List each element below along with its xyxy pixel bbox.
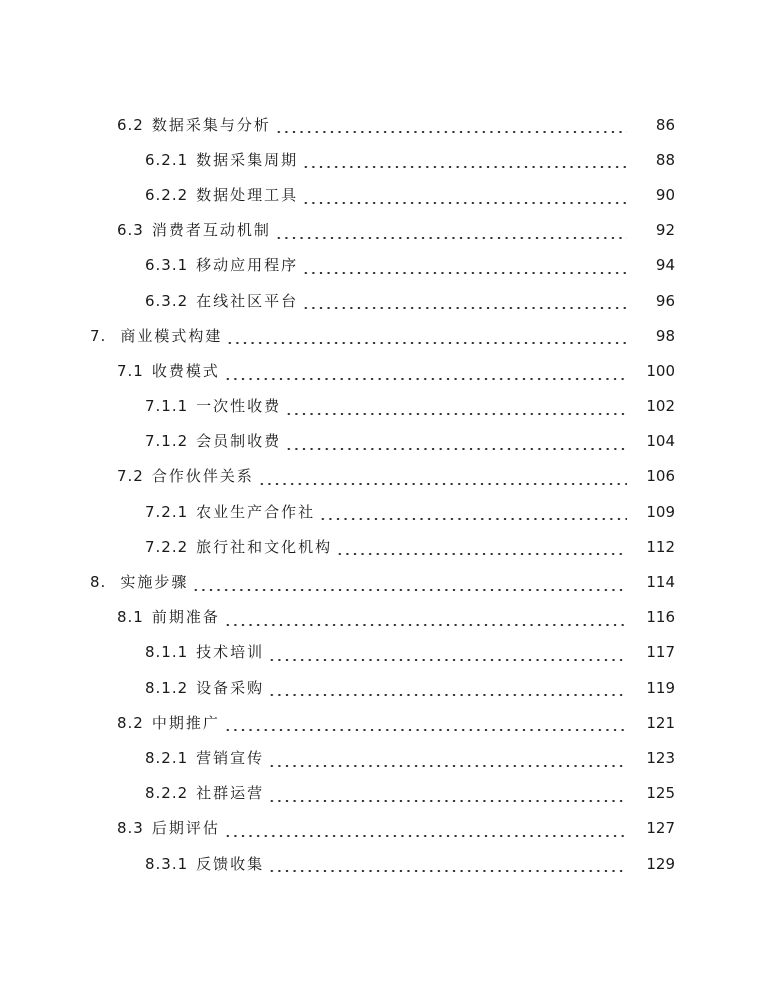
toc-entry-page-number: 116 (646, 608, 675, 627)
toc-entry-8-1-1[interactable] (0, 635, 765, 670)
toc-entry-7-2-2[interactable] (0, 529, 765, 564)
toc-entry-page-number: 96 (655, 291, 675, 310)
toc-entry-page-number: 92 (655, 221, 675, 240)
toc-entry-title: 技术培训 (196, 643, 265, 662)
toc-entry-8-3[interactable] (0, 811, 765, 846)
toc-entry-title: 消费者互动机制 (151, 221, 271, 240)
toc-entry-6-2[interactable] (0, 107, 765, 142)
toc-dot-leader (268, 765, 627, 767)
toc-dot-leader (268, 659, 627, 661)
toc-entry-title: 收费模式 (151, 361, 220, 380)
toc-entry-8-2-2[interactable] (0, 776, 765, 811)
toc-dot-leader (302, 307, 627, 309)
toc-entry-page-number: 104 (646, 432, 675, 451)
toc-dot-leader (275, 131, 627, 133)
toc-dot-leader (224, 378, 627, 380)
toc-entry-title: 社群运营 (196, 784, 265, 803)
toc-dot-leader (302, 166, 627, 168)
toc-entry-page-number: 117 (646, 643, 675, 662)
toc-dot-leader (319, 518, 627, 520)
toc-entry-8-3-1[interactable] (0, 846, 765, 881)
toc-entry-page-number: 100 (646, 361, 675, 380)
toc-entry-title: 会员制收费 (196, 432, 282, 451)
toc-dot-leader (192, 589, 627, 591)
toc-entry-title: 在线社区平台 (196, 291, 299, 310)
toc-dot-leader (224, 624, 627, 626)
toc-entry-8-1[interactable] (0, 600, 765, 635)
toc-entry-number: 8.2.2 (145, 784, 189, 803)
toc-dot-leader (268, 694, 627, 696)
toc-entry-page-number: 98 (655, 326, 675, 345)
toc-entry-title: 实施步骤 (120, 573, 189, 592)
toc-entry-8[interactable] (0, 564, 765, 599)
toc-entry-number: 7. (90, 326, 107, 345)
toc-entry-number: 8.2 (117, 713, 144, 732)
toc-dot-leader (258, 483, 627, 485)
toc-entry-number: 8.3.1 (145, 854, 189, 873)
toc-entry-number: 7.2.2 (145, 537, 189, 556)
toc-entry-number: 6.3.1 (145, 256, 189, 275)
toc-dot-leader (224, 729, 627, 731)
toc-dot-leader (268, 800, 627, 802)
toc-entry-number: 6.3.2 (145, 291, 189, 310)
toc-entry-number: 6.3 (117, 221, 144, 240)
toc-entry-7-2-1[interactable] (0, 494, 765, 529)
toc-dot-leader (268, 870, 627, 872)
toc-entry-page-number: 125 (646, 784, 675, 803)
toc-entry-title: 后期评估 (151, 819, 220, 838)
toc-entry-7-1-2[interactable] (0, 424, 765, 459)
toc-dot-leader (336, 553, 627, 555)
toc-entry-page-number: 90 (655, 185, 675, 204)
toc-entry-title: 农业生产合作社 (196, 502, 316, 521)
toc-entry-6-2-1[interactable] (0, 142, 765, 177)
toc-entry-title: 反馈收集 (196, 854, 265, 873)
toc-entry-page-number: 114 (646, 573, 675, 592)
toc-entry-7[interactable] (0, 318, 765, 353)
toc-entry-7-2[interactable] (0, 459, 765, 494)
toc-entry-number: 8.1.1 (145, 643, 189, 662)
toc-entry-number: 8.1 (117, 608, 144, 627)
toc-entry-number: 7.1.2 (145, 432, 189, 451)
table-of-contents (0, 107, 765, 881)
toc-entry-title: 商业模式构建 (120, 326, 223, 345)
toc-entry-8-2[interactable] (0, 705, 765, 740)
toc-entry-page-number: 106 (646, 467, 675, 486)
toc-entry-6-3-2[interactable] (0, 283, 765, 318)
toc-entry-title: 前期准备 (151, 608, 220, 627)
toc-entry-title: 旅行社和文化机构 (196, 537, 333, 556)
toc-dot-leader (285, 448, 627, 450)
toc-entry-title: 设备采购 (196, 678, 265, 697)
toc-entry-number: 8.2.1 (145, 748, 189, 767)
toc-entry-number: 8.3 (117, 819, 144, 838)
toc-dot-leader (226, 342, 627, 344)
toc-entry-page-number: 129 (646, 854, 675, 873)
toc-entry-page-number: 109 (646, 502, 675, 521)
toc-entry-number: 6.2.1 (145, 150, 189, 169)
toc-entry-title: 一次性收费 (196, 397, 282, 416)
toc-dot-leader (224, 835, 627, 837)
toc-entry-7-1[interactable] (0, 353, 765, 388)
toc-entry-page-number: 112 (646, 537, 675, 556)
toc-entry-title: 合作伙伴关系 (151, 467, 254, 486)
toc-entry-number: 6.2.2 (145, 185, 189, 204)
toc-entry-number: 7.1.1 (145, 397, 189, 416)
toc-dot-leader (302, 202, 627, 204)
toc-entry-title: 数据采集周期 (196, 150, 299, 169)
toc-entry-page-number: 94 (655, 256, 675, 275)
toc-entry-title: 中期推广 (151, 713, 220, 732)
toc-entry-8-1-2[interactable] (0, 670, 765, 705)
toc-entry-number: 7.2 (117, 467, 144, 486)
toc-entry-page-number: 119 (646, 678, 675, 697)
toc-entry-title: 数据处理工具 (196, 185, 299, 204)
toc-entry-page-number: 123 (646, 748, 675, 767)
toc-dot-leader (275, 237, 627, 239)
toc-dot-leader (285, 413, 627, 415)
toc-entry-6-3-1[interactable] (0, 248, 765, 283)
toc-entry-6-2-2[interactable] (0, 177, 765, 212)
toc-entry-title: 移动应用程序 (196, 256, 299, 275)
toc-entry-number: 7.2.1 (145, 502, 189, 521)
toc-entry-title: 数据采集与分析 (151, 115, 271, 134)
toc-entry-page-number: 86 (655, 115, 675, 134)
toc-entry-number: 7.1 (117, 361, 144, 380)
toc-entry-8-2-1[interactable] (0, 740, 765, 775)
toc-entry-number: 6.2 (117, 115, 144, 134)
toc-entry-page-number: 127 (646, 819, 675, 838)
toc-entry-6-3[interactable] (0, 213, 765, 248)
toc-entry-page-number: 121 (646, 713, 675, 732)
toc-entry-page-number: 102 (646, 397, 675, 416)
toc-entry-page-number: 88 (655, 150, 675, 169)
toc-entry-number: 8. (90, 573, 107, 592)
toc-dot-leader (302, 272, 627, 274)
toc-entry-7-1-1[interactable] (0, 389, 765, 424)
toc-entry-number: 8.1.2 (145, 678, 189, 697)
toc-entry-title: 营销宣传 (196, 748, 265, 767)
